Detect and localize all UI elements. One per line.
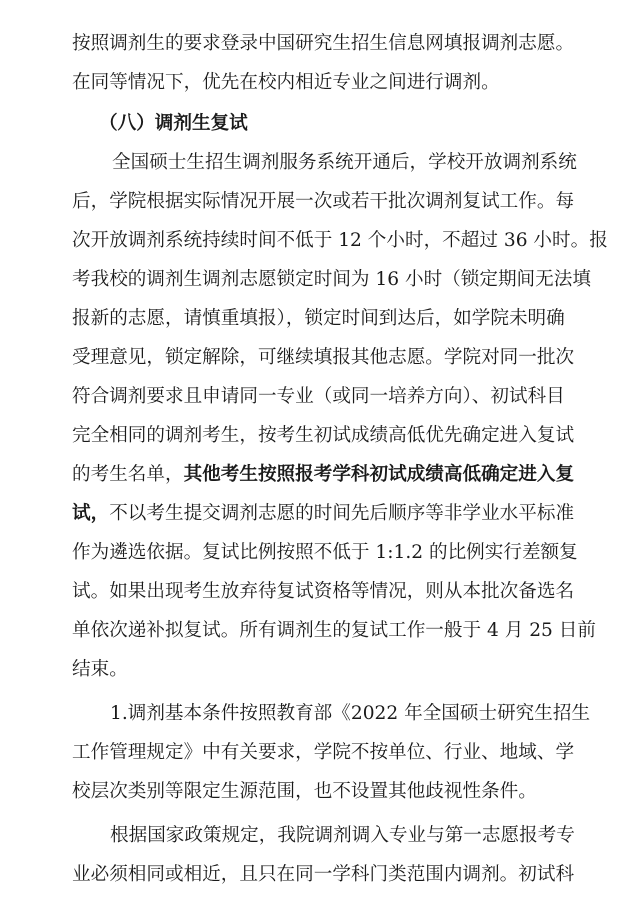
body-line: 作为遴选依据。复试比例按照不低于 1:1.2 的比例实行差额复 <box>72 542 578 563</box>
body-line: 试。如果出现考生放弃待复试资格等情况，则从本批次备选名 <box>72 581 575 602</box>
body-line: 后，学院根据实际情况开展一次或若干批次调剂复试工作。每 <box>72 191 575 212</box>
body-line: 次开放调剂系统持续时间不低于 12 个小时，不超过 36 小时。报 <box>72 230 608 251</box>
body-line: 业必须相同或相近，且只在同一学科门类范围内调剂。初试科 <box>72 864 575 885</box>
body-line: 校层次类别等限定生源范围，也不设置其他歧视性条件。 <box>72 781 537 802</box>
body-line: 完全相同的调剂考生，按考生初试成绩高低优先确定进入复试 <box>72 425 575 446</box>
body-line: 报新的志愿，请慎重填报），锁定时间到达后，如学院未明确 <box>72 308 565 329</box>
body-line: 受理意见，锁定解除，可继续填报其他志愿。学院对同一批次 <box>72 347 575 368</box>
bold-text: 试， <box>72 503 110 524</box>
section-heading: （八）调剂生复试 <box>99 113 248 134</box>
body-line: 全国硕士生招生调剂服务系统开通后，学校开放调剂系统 <box>112 152 577 173</box>
body-line: 的考生名单，其他考生按照报考学科初试成绩高低确定进入复 <box>72 464 575 485</box>
body-line: 按照调剂生的要求登录中国研究生招生信息网填报调剂志愿。 <box>72 33 575 54</box>
body-line: 根据国家政策规定，我院调剂调入专业与第一志愿报考专 <box>110 825 575 846</box>
body-line: 在同等情况下，优先在校内相近专业之间进行调剂。 <box>72 72 500 93</box>
body-line: 符合调剂要求且申请同一专业（或同一培养方向）、初试科目 <box>72 386 565 407</box>
body-line: 试，不以考生提交调剂志愿的时间先后顺序等非学业水平标准 <box>72 503 575 524</box>
body-line: 考我校的调剂生调剂志愿锁定时间为 16 小时（锁定期间无法填 <box>72 269 591 290</box>
body-line: 工作管理规定》中有关要求，学院不按单位、行业、地域、学 <box>72 742 575 763</box>
body-line: 单依次递补拟复试。所有调剂生的复试工作一般于 4 月 25 日前 <box>72 620 596 641</box>
bold-text: 其他考生按照报考学科初试成绩高低确定进入复 <box>183 464 575 485</box>
body-line: 结束。 <box>72 659 128 680</box>
body-line: 1.调剂基本条件按照教育部《2022 年全国硕士研究生招生 <box>110 703 591 724</box>
